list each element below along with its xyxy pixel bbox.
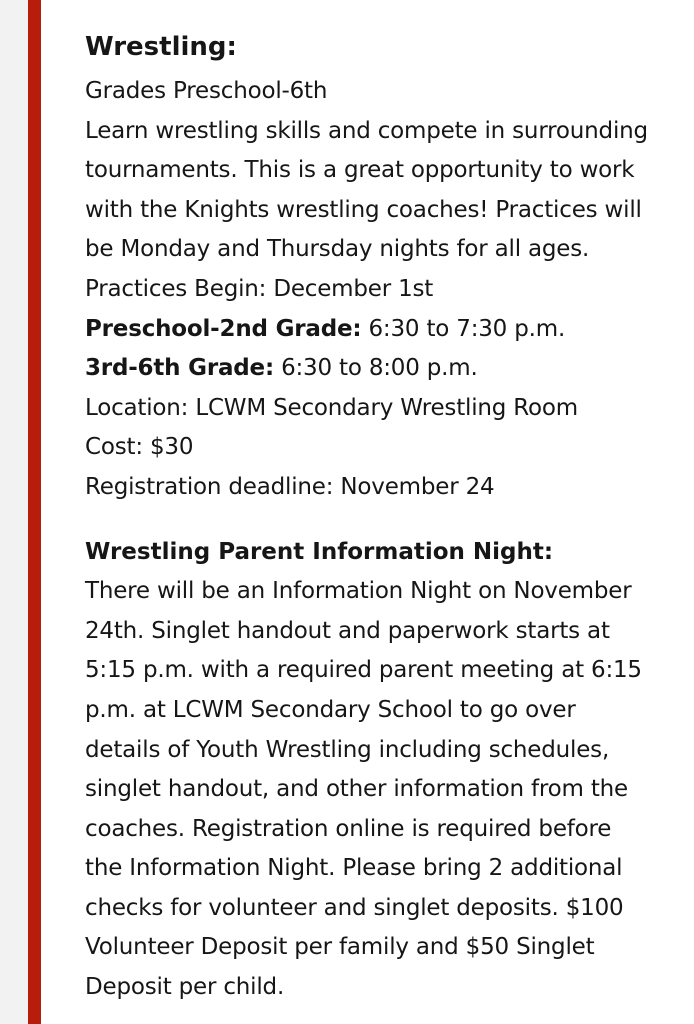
description-line: with the Knights wrestling coaches! Practices will <box>85 196 642 223</box>
section-spacer <box>85 508 690 533</box>
schedule-row-preschool <box>85 310 690 350</box>
schedule-label: 3rd-6th Grade: <box>85 355 274 382</box>
cost-line: Cost: $30 <box>85 434 194 461</box>
left-gutter <box>0 0 28 1024</box>
info-night-line: details of Youth Wrestling including schedules, <box>85 736 610 763</box>
description-line: be Monday and Thursday nights for all ages. <box>85 236 590 263</box>
grades-line: Grades Preschool-6th <box>85 78 328 104</box>
info-night-line: There will be an Information Night on November <box>85 578 632 605</box>
location-line: Location: LCWM Secondary Wrestling Room <box>85 394 579 421</box>
accent-bar <box>28 0 41 1024</box>
info-night-line: coaches. Registration online is required before <box>85 815 612 842</box>
schedule-time: 6:30 to 7:30 p.m. <box>361 315 566 342</box>
schedule-label: Preschool-2nd Grade: <box>85 315 362 342</box>
section-title: Wrestling: <box>85 32 237 62</box>
description-line: tournaments. This is a great opportunity to work <box>85 157 635 184</box>
deadline-line: Registration deadline: November 24 <box>85 473 495 500</box>
info-night-line: Deposit per child. <box>85 974 285 1001</box>
practices-begin: Practices Begin: December 1st <box>85 275 434 302</box>
info-night-title: Wrestling Parent Information Night: <box>85 538 554 565</box>
article-content <box>85 22 690 1008</box>
info-night-line: checks for volunteer and singlet deposits. $100 <box>85 894 624 921</box>
info-night-line: p.m. at LCWM Secondary School to go over <box>85 696 576 723</box>
info-night-line: the Information Night. Please bring 2 additional <box>85 855 623 882</box>
schedule-row-3rd-6th <box>85 349 690 389</box>
info-night-body <box>85 572 690 1008</box>
description-line: Learn wrestling skills and compete in surrounding <box>85 117 648 144</box>
info-night-line: 5:15 p.m. with a required parent meeting at 6:15 <box>85 657 642 684</box>
schedule-time: 6:30 to 8:00 p.m. <box>273 355 478 382</box>
info-night-line: Volunteer Deposit per family and $50 Singlet <box>85 934 595 961</box>
info-night-line: 24th. Singlet handout and paperwork starts at <box>85 617 610 644</box>
description <box>85 112 690 270</box>
info-night-line: singlet handout, and other information from the <box>85 776 628 803</box>
